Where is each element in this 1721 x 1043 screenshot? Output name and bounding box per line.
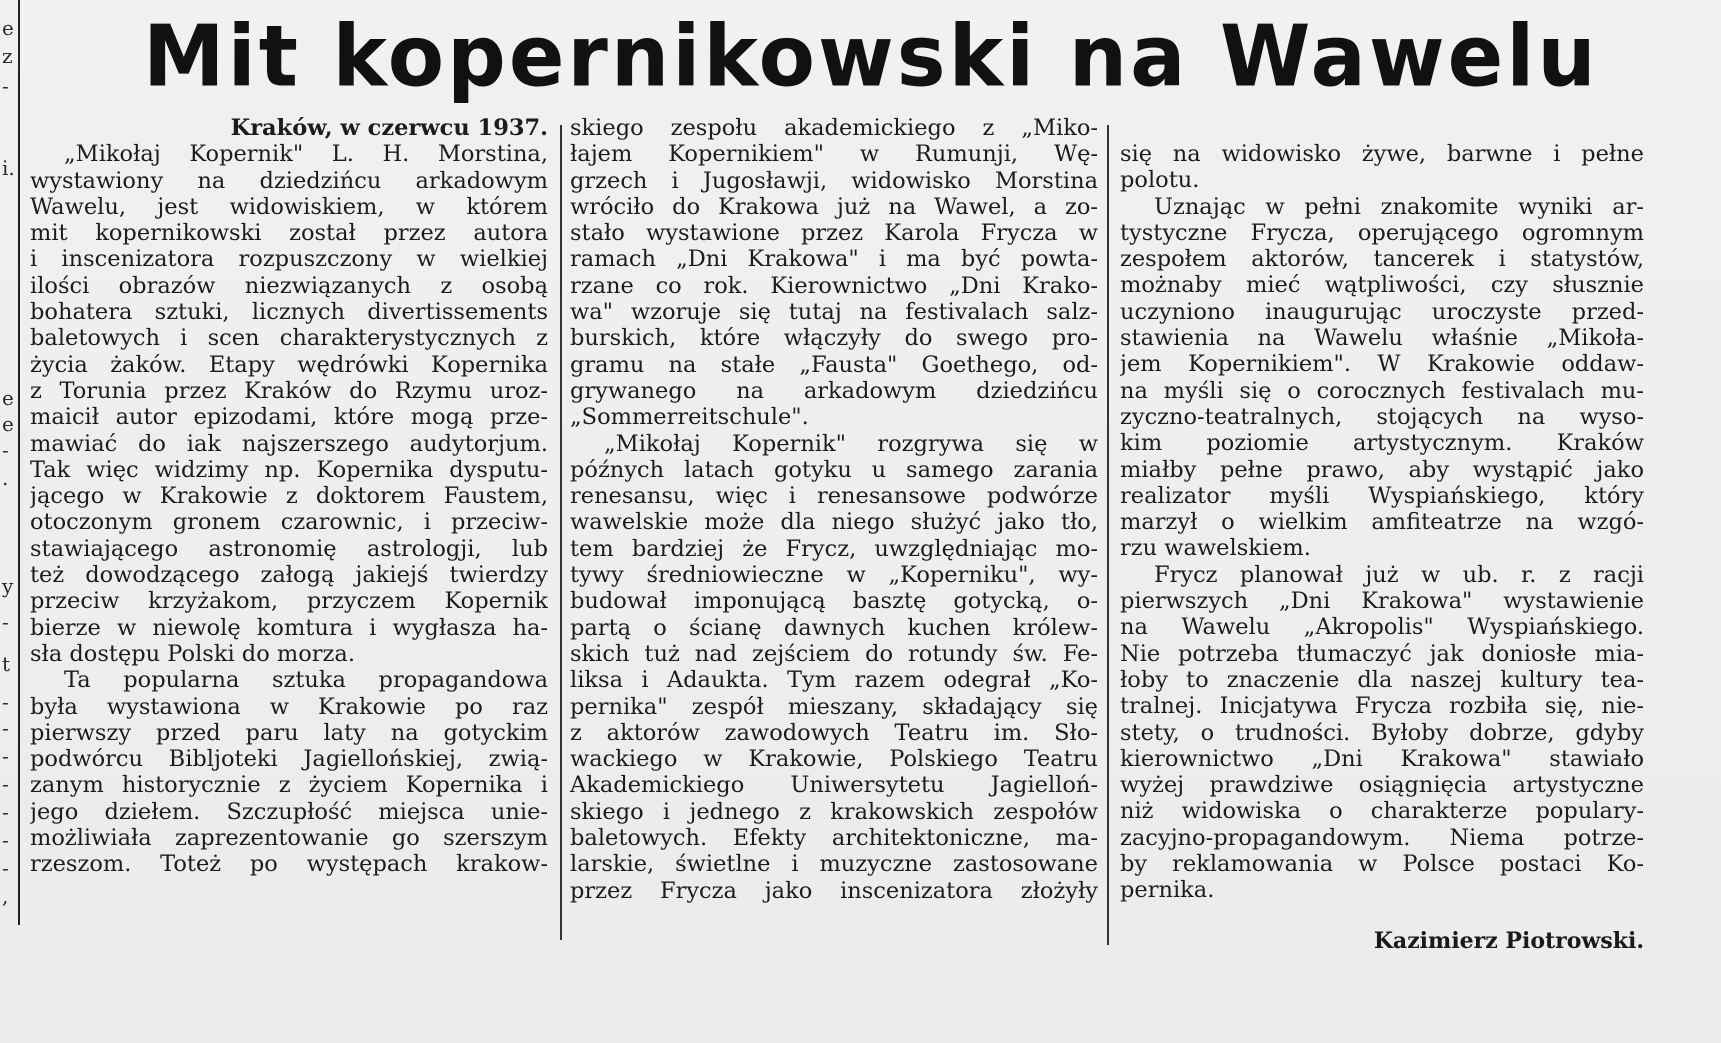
text-line: wróciło do Krakowa już na Wawel, a zo-	[570, 193, 1098, 220]
article-dateline: Kraków, w czerwcu 1937.	[230, 115, 548, 141]
text-line: liksa i Adaukta. Tym razem odegrał „Ko-	[570, 667, 1098, 694]
text-line: kim poziomie artystycznym. Kraków	[1120, 430, 1644, 457]
text-line: Nie potrzeba tłumaczyć jak doniosłe mia-	[1120, 640, 1644, 667]
text-line: rzu wawelskiem.	[1120, 535, 1311, 562]
text-line: realizator myśli Wyspiańskiego, który	[1120, 482, 1644, 509]
text-line: bohatera sztuki, licznych divertissements	[30, 299, 548, 326]
text-line: Uznając w pełni znakomite wyniki ar-	[1154, 193, 1644, 220]
margin-fragment: -	[2, 690, 9, 714]
text-line: była wystawiona w Krakowie po raz	[30, 693, 548, 720]
text-line: pernika.	[1120, 877, 1215, 904]
text-line: larskie, świetlne i muzyczne zastosowane	[570, 851, 1098, 878]
text-line: możliwiała zaprezentowanie go szerszym	[30, 825, 548, 852]
text-line: bierze w niewolę komtura i wygłasza ha-	[30, 614, 548, 641]
text-line: otoczonym gronem czarownic, i przeciw-	[30, 509, 548, 536]
text-line: wackiego w Krakowie, Polskiego Teatru	[570, 746, 1098, 773]
text-line: jącego w Krakowie z doktorem Faustem,	[30, 483, 548, 510]
text-line: możnaby mieć wątpliwości, czy słusznie	[1120, 272, 1644, 299]
text-line: skiego zespołu akademickiego z „Miko-	[570, 115, 1098, 141]
text-line: rzane co rok. Kierownictwo „Dni Krako-	[570, 272, 1098, 299]
text-line: grywanego na arkadowym dziedzińcu	[570, 377, 1098, 404]
margin-fragment: e	[2, 386, 14, 410]
margin-fragment: e	[2, 412, 14, 436]
text-line: łoby to znaczenie dla naszej kultury tea-	[1120, 666, 1644, 693]
text-line: na Wawelu „Akropolis" Wyspiańskiego.	[1120, 614, 1644, 641]
text-line: budował imponującą basztę gotycką, o-	[570, 588, 1098, 615]
text-line: stało wystawione przez Karola Frycza w	[570, 220, 1098, 247]
text-line: „Mikołaj Kopernik" rozgrywa się w	[604, 430, 1098, 457]
article-column-2	[570, 115, 1098, 904]
margin-fragment: t	[2, 652, 11, 676]
text-line: jem Kopernikiem". W Krakowie oddaw-	[1120, 351, 1644, 378]
text-line: z aktorów zawodowych Teatru im. Sło-	[570, 719, 1098, 746]
text-line: uczyniono inaugurując uroczyste przed-	[1120, 298, 1644, 325]
text-line: łajem Kopernikiem" w Rumunji, Wę-	[570, 141, 1098, 168]
text-line: zyczno-teatralnych, stojących na wyso-	[1120, 403, 1644, 430]
margin-fragment: -	[2, 438, 9, 462]
author-signature: Kazimierz Piotrowski.	[1373, 928, 1644, 954]
text-line: kierownictwo „Dni Krakowa" stawiało	[1120, 745, 1644, 772]
text-line: wa" wzoruje się tutaj na festivalach salz-	[570, 299, 1098, 326]
text-line: ilości obrazów niezwiązanych z osobą	[30, 272, 548, 299]
text-line: się na widowisko żywe, barwne i pełne	[1120, 141, 1644, 167]
text-line: stety, o trudności. Byłoby dobrze, gdyby	[1120, 719, 1644, 746]
text-line: baletowych i scen charakterystycznych z	[30, 325, 548, 352]
text-line: przez Frycza jako inscenizatora złożyły	[570, 877, 1098, 904]
text-line: gramu na stałe „Fausta" Goethego, od-	[570, 351, 1098, 378]
text-line: życia żaków. Etapy wędrówki Kopernika	[30, 351, 548, 378]
text-line: miałby pełne prawo, aby wystąpić jako	[1120, 456, 1644, 483]
text-line: podwórcu Bibljoteki Jagiellońskiej, zwią-	[30, 746, 548, 773]
text-line: maicił autor epizodami, które mogą prze-	[30, 404, 548, 431]
margin-fragment: -	[2, 744, 9, 768]
text-line: tem bardziej że Frycz, uwzględniając mo-	[570, 535, 1098, 562]
text-line: z Torunia przez Kraków do Rzymu uroz-	[30, 377, 548, 404]
left-column-rule	[18, 0, 20, 925]
text-line: pierwszych „Dni Krakowa" wystawienie	[1120, 588, 1644, 615]
text-line: wyżej prawdziwe osiągnięcia artystyczne	[1120, 772, 1644, 799]
text-line: pierwszy przed paru laty na gotyckim	[30, 719, 548, 746]
text-line: by reklamowania w Polsce postaci Ko-	[1120, 851, 1644, 878]
margin-fragment: e	[2, 16, 14, 40]
text-line: na myśli się o corocznych festivalach mu-	[1120, 377, 1644, 404]
text-line: wystawiony na dziedzińcu arkadowym	[30, 167, 548, 194]
text-line: i inscenizatora rozpuszczony w wielkiej	[30, 246, 548, 273]
text-line: Frycz planował już w ub. r. z racji	[1154, 561, 1644, 588]
text-line: Akademickiego Uniwersytetu Jagielloń-	[570, 772, 1098, 799]
text-line: też dowodzącego załogą jakiejś twierdzy	[30, 562, 548, 589]
text-line: zacyjno-propagandowym. Niema potrze-	[1120, 824, 1644, 851]
article-column-1	[30, 115, 548, 878]
text-line: baletowych. Efekty architektoniczne, ma-	[570, 825, 1098, 852]
margin-fragment: -	[2, 74, 9, 98]
column-rule	[560, 125, 562, 940]
margin-fragment: -	[2, 828, 9, 852]
text-line: „Sommerreitschule".	[570, 404, 809, 431]
text-line: przeciw krzyżakom, przyczem Kopernik	[30, 588, 548, 615]
text-line: późnych latach gotyku u samego zarania	[570, 456, 1098, 483]
text-line: zanym historycznie z życiem Kopernika i	[30, 772, 548, 799]
article-column-3	[1120, 141, 1644, 904]
text-line: zespołem aktorów, tancerek i statystów,	[1120, 246, 1644, 273]
text-line: sła dostępu Polski do morza.	[30, 640, 355, 667]
text-line: jego dziełem. Szczupłość miejsca unie-	[30, 798, 548, 825]
text-line: mit kopernikowski został przez autora	[30, 220, 548, 247]
text-line: renesansu, więc i renesansowe podwórze	[570, 483, 1098, 510]
text-line: Wawelu, jest widowiskiem, w którem	[30, 193, 548, 220]
text-line: tywy średniowieczne w „Koperniku", wy-	[570, 562, 1098, 589]
text-line: marzył o wielkim amfiteatrze na wzgó-	[1120, 509, 1644, 536]
text-line: wawelskie może dla niego służyć jako tło,	[570, 509, 1098, 536]
text-line: polotu.	[1120, 167, 1200, 194]
text-line: mawiać do iak najszerszego audytorjum.	[30, 430, 548, 457]
text-line: skiego i jednego z krakowskich zespołów	[570, 798, 1098, 825]
margin-fragment: -	[2, 772, 9, 796]
margin-fragment: z	[2, 44, 13, 68]
text-line: stawienia na Wawelu właśnie „Mikoła-	[1120, 325, 1644, 352]
margin-fragment: -	[2, 716, 9, 740]
margin-fragment: i.	[2, 156, 15, 180]
text-line: partą o ścianę dawnych kuchen królew-	[570, 614, 1098, 641]
margin-fragment: -	[2, 856, 9, 880]
article-headline: Mit kopernikowski na Wawelu	[143, 8, 1599, 106]
margin-fragment: y	[2, 574, 14, 598]
text-line: skich tuż nad zejściem do rotundy św. Fe-	[570, 640, 1098, 667]
text-line: rzeszom. Toteż po występach krakow-	[30, 851, 548, 878]
text-line: „Mikołaj Kopernik" L. H. Morstina,	[64, 141, 548, 168]
column-rule	[1107, 125, 1109, 945]
text-line: grzech i Jugosławji, widowisko Morstina	[570, 167, 1098, 194]
text-line: tralnej. Inicjatywa Frycza rozbiła się, nie-	[1120, 693, 1644, 720]
text-line: stawiającego astronomię astrologji, lub	[30, 535, 548, 562]
margin-fragment: -	[2, 800, 9, 824]
text-line: burskich, które włączyły do swego pro-	[570, 325, 1098, 352]
text-line: pernika" zespół mieszany, składający się	[570, 693, 1098, 720]
text-line: niż widowiska o charakterze populary-	[1120, 798, 1644, 825]
text-line: tystyczne Frycza, operującego ogromnym	[1120, 219, 1644, 246]
margin-fragment: .	[2, 466, 9, 490]
margin-fragment: -	[2, 610, 9, 634]
margin-fragment: ,	[2, 884, 9, 908]
text-line: ramach „Dni Krakowa" i ma być powta-	[570, 246, 1098, 273]
text-line: Ta popularna sztuka propagandowa	[64, 667, 548, 694]
text-line: Tak więc widzimy np. Kopernika dysputu-	[30, 456, 548, 483]
